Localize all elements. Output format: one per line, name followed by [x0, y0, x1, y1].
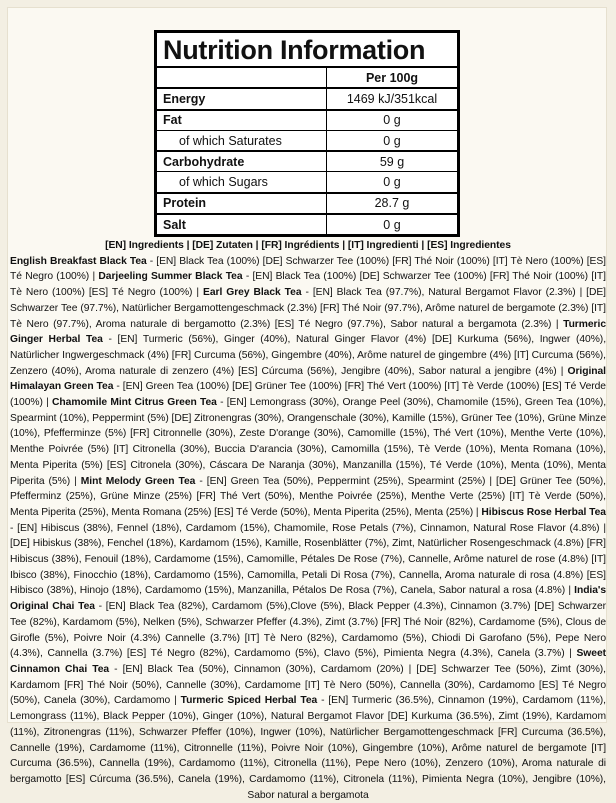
- nutrient-label: of which Sugars: [157, 172, 327, 193]
- tea-name: Darjeeling Summer Black Tea: [98, 271, 243, 283]
- nutrition-row-salt: [157, 214, 457, 234]
- nutrition-row-fat: [157, 110, 457, 131]
- tea-name: Earl Grey Black Tea: [203, 287, 302, 299]
- nutrition-row-carbohydrate: [157, 151, 457, 172]
- nutrition-header-row: [157, 67, 457, 88]
- tea-name: Turmeric Ginger Herbal Tea: [10, 318, 606, 346]
- nutrient-label: Energy: [157, 88, 327, 109]
- nutrient-value: 0 g: [327, 214, 458, 234]
- nutrition-header-blank: [157, 67, 327, 88]
- ingredients-header: [EN] Ingredients | [DE] Zutaten | [FR] Ingrédients | [IT] Ingredienti | [ES] Ingredientes: [105, 240, 511, 251]
- nutrition-row-protein: [157, 193, 457, 214]
- tea-ingredients: - [EN] Lemongrass (30%), Orange Peel (30%), Chamomile (15%), Green Tea (10%), Spearmint (10%), Peppermint (5%) [DE] Zitronengras (30%), Orangenschale (30%), Kamille (15%), Grüner Tee (10%), Grüne Minze (10%), Pfefferminze (5%) [FR] Citronnelle (30%), Zeste D'orange (30%), Camomille (15%), Thé Vert (10%), Menthe Verte (10%), Menthe Poivrée (5%) [IT] Citronella (30%), Buccia D'arancia (30%), Camomilla (15%), Tè Verde (10%), Menta Romana (10%), Menta Piperita (5%) [ES] Citronela (30%), Cáscara De Naranja (30%), Manzanilla (15%), Té Verde (10%), Menta (10%), Menta Piperita (5%) |: [10, 397, 607, 487]
- nutrient-value: 28.7 g: [327, 193, 458, 214]
- tea-ingredients: - [EN] Black Tea (50%), Cinnamon (30%), Cardamom (20%) | [DE] Schwarzer Tee (50%), Zimt (30%), Kardamom [FR] Thé Noir (50%), Cannelle (30%), Cardamome [IT] Tè Nero (50%), Cannella (30%), Cardamomo [ES] Té Negro (50%), Canela (30%), Cardamomo |: [10, 663, 606, 707]
- tea-ingredients: - [EN] Black Tea (100%) [DE] Schwarzer Tee (100%) [FR] Thé Noir (100%) [IT] Tè Nero (100%) [ES] Té Negro (100%) |: [10, 271, 606, 299]
- tea-ingredients: - [EN] Hibiscus (38%), Fennel (18%), Cardamom (15%), Chamomile, Rose Petals (7%), Cinnamon, Natural Rose Flavor (4.8%) | [DE] Hibiskus (38%), Fenchel (18%), Kardamom (15%), Kamille, Rosenblätter (7%), Zimt, Natürlicher Rosengeschmack (4.8%) [FR] Hibiscus (38%), Fenouil (18%), Cardamome (15%), Camomille, Pétales De Rose (7%), Cannelle, Arôme naturel de rose (4.8%) [IT] Ibisco (38%), Finocchio (18%), Cardamomo (15%), Camomilla, Petali Di Rosa (7%), Cannella, Aroma naturale di rosa (4.8%) [ES] Hibisco (38%), Hinojo (18%), Cardamomo (15%), Manzanilla, Pétalos De Rosa (7%), Canela, Sabor natural a rosa (4.8%) |: [10, 522, 606, 597]
- nutrient-label: of which Saturates: [157, 130, 327, 151]
- tea-ingredients: - [EN] Turmeric (36.5%), Cinnamon (19%), Cardamom (11%), Lemongrass (11%), Black Pepper (10%), Ginger (10%), Natural Bergamot Flavor [DE] Kurkuma (36.5%), Zimt (19%), Kardamom (11%), Zitronengras (11%), Schwarzer Pfeffer (10%), Ingwer (10%), Natürlicher Bergamottengeschmack [FR] Curcuma (36.5%), Cannelle (19%), Cardamome (11%), Citronnelle (11%), Poivre Noir (10%), Gingembre (10%), Arôme naturel de bergamote [IT] Curcuma (36.5%), Cannella (19%), Cardamomo (11%), Citronella (11%), Pepe Nero (10%), Zenzero (10%), Aroma naturale di bergamotto [ES] Cúrcuma (36.5%), Canela (19%), Cardamomo (11%), Citronela (11%), Pimienta Negra (10%), Jengibre (10%), Sabor natural a bergamota: [10, 695, 606, 801]
- nutrient-label: Fat: [157, 110, 327, 131]
- tea-name: Hibiscus Rose Herbal Tea: [481, 506, 606, 518]
- nutrition-grid: [157, 66, 457, 234]
- tea-ingredients: - [EN] Black Tea (100%) [DE] Schwarzer Tee (100%) [FR] Thé Noir (100%) [IT] Tè Nero (100%) [ES] Té Negro (100%) |: [10, 255, 606, 283]
- nutrition-row-energy: [157, 88, 457, 109]
- nutrient-value: 1469 kJ/351kcal: [327, 88, 458, 109]
- nutrition-row-sugars: [157, 172, 457, 193]
- tea-name: India's Original Chai Tea: [10, 585, 606, 613]
- nutrient-label: Salt: [157, 214, 327, 234]
- tea-ingredients: - [EN] Black Tea (97.7%), Natural Bergamot Flavor (2.3%) | [DE] Schwarzer Tee (97.7%), Natürlicher Bergamottengeschmack (2.3%) [FR] Thé Noir (97.7%), Arôme naturel de bergamote (2.3%) [IT] Tè Nero (97.7%), Aroma naturale di bergamotto (2.3%) [ES] Té Negro (97.7%), Sabor natural a bergamota (2.3%) |: [10, 287, 606, 330]
- nutrient-value: 0 g: [327, 172, 458, 193]
- nutrient-value: 59 g: [327, 151, 458, 172]
- nutrient-value: 0 g: [327, 110, 458, 131]
- tea-name: Turmeric Spiced Herbal Tea: [180, 695, 318, 707]
- tea-ingredients: - [EN] Green Tea (100%) [DE] Grüner Tee (100%) [FR] Thé Vert (100%) [IT] Tè Verde (100%) [ES] Té Verde (100%) |: [10, 381, 606, 409]
- nutrition-table: [154, 30, 460, 237]
- ingredients-text: [10, 254, 606, 803]
- per-100g-label: Per 100g: [327, 67, 458, 88]
- tea-name: Chamomile Mint Citrus Green Tea: [52, 397, 217, 409]
- nutrition-title: Nutrition Information: [163, 35, 426, 65]
- nutrient-label: Carbohydrate: [157, 151, 327, 172]
- tea-name: Original Himalayan Green Tea: [10, 365, 606, 393]
- ingredients-block: [10, 238, 606, 803]
- tea-name: Mint Melody Green Tea: [80, 475, 196, 487]
- tea-ingredients: - [EN] Black Tea (82%), Cardamom (5%),Clove (5%), Black Pepper (4.3%), Cinnamon (3.7%) [DE] Schwarzer Tee (82%), Kardamom (5%), Nelken (5%), Schwarzer Pfeffer (4.3%), Zimt (3.7%) [FR] Thé Noir (82%), Cardamome (5%), Clous de Girofle (5%), Poivre Noir (4.3%) Cannelle (3.7%) [IT] Tè Nero (82%), Cardamomo (5%), Chiodi Di Garofano (5%), Pepe Nero (4.3%), Cannella (3.7%) [ES] Té Negro (82%), Cardamomo (5%), Clavo (5%), Pimienta Negra (4.3%), Canela (3.7%) |: [10, 601, 607, 660]
- nutrient-value: 0 g: [327, 130, 458, 151]
- tea-name: Sweet Cinnamon Chai Tea: [10, 648, 606, 675]
- tea-name: English Breakfast Black Tea: [10, 255, 147, 267]
- tea-ingredients: - [EN] Turmeric (56%), Ginger (40%), Natural Ginger Flavor (4%) [DE] Kurkuma (56%), Ingwer (40%), Natürlicher Ingwergeschmack (4%) [FR] Curcuma (56%), Gingembre (40%), Arôme naturel de gingembre (4%) [IT] Curcuma (56%), Zenzero (40%), Aroma naturale di zenzero (4%) [ES] Cúrcuma (56%), Jengibre (40%), Sabor natural a jengibre (4%) |: [10, 334, 607, 377]
- tea-ingredients: - [EN] Green Tea (50%), Peppermint (25%), Spearmint (25%) | [DE] Grüner Tee (50%), Pfefferminz (25%), Grüne Minze (25%) [FR] Thé Vert (50%), Menthe Poivrée (25%), Menthe Verte (25%) [IT] Tè Verde (50%), Menta Piperita (25%), Menta Romana (25%) [ES] Té Verde (50%), Menta Piperita (25%), Menta (25%) |: [10, 475, 606, 518]
- nutrient-label: Protein: [157, 193, 327, 214]
- nutrition-row-saturates: [157, 130, 457, 151]
